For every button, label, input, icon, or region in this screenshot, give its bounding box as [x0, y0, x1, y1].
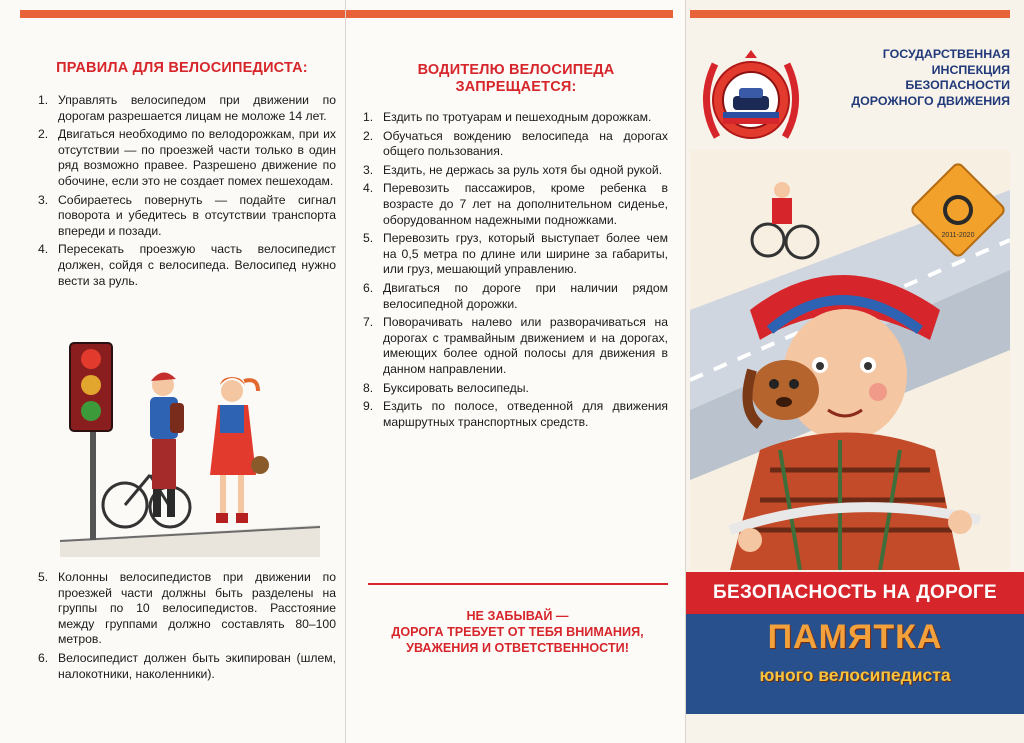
list-item: 3. Ездить, не держась за руль хотя бы одной рукой.	[363, 162, 663, 177]
decade-of-action-badge-icon	[910, 162, 1006, 258]
list-item: 2. Обучаться вождению велосипеда на дорогах общего пользования.	[363, 128, 668, 159]
list-item: 1. Ездить по тротуарам и пешеходным дорожкам.	[363, 110, 652, 124]
top-stripe	[346, 10, 673, 18]
prohibited-title: ВОДИТЕЛЮ ВЕЛОСИПЕДА ЗАПРЕЩАЕТСЯ:	[417, 62, 615, 95]
top-stripe	[690, 10, 1010, 18]
cyclist-rules-title: ПРАВИЛА ДЛЯ ВЕЛОСИПЕДИСТА:	[56, 60, 308, 76]
list-item: 6. Двигаться по дороге при наличии рядом велосипедной дорожки.	[363, 280, 668, 311]
red-divider	[368, 583, 668, 585]
list-item: 5. Перевозить груз, который выступает более чем на 0,5 метра по длине или ширине за габариты, или груз, мешающий управлению.	[363, 231, 668, 277]
road-safety-banner: БЕЗОПАСНОСТЬ НА ДОРОГЕ	[686, 572, 1024, 614]
memo-subtitle: юного велосипедиста	[759, 665, 951, 685]
list-item: 1. Управлять велосипедом при движении по дорогам разрешается лицам не моложе 14 лет.	[38, 93, 336, 123]
memo-title: ПАМЯТКА	[767, 618, 943, 656]
list-item: 4. Перевозить пассажиров, кроме ребенка в возрасте до 7 лет на дополнительном сиденье, оборудованном надежными подножками.	[363, 181, 668, 227]
cyclist-rules-list-continued	[38, 570, 336, 685]
top-stripe	[20, 10, 345, 18]
list-item: 6. Велосипедист должен быть экипирован (шлем, налокотники, наколенники).	[38, 650, 336, 681]
reminder-text: НЕ ЗАБЫВАЙ — ДОРОГА ТРЕБУЕТ ОТ ТЕБЯ ВНИМАНИЯ, УВАЖЕНИЯ И ОТВЕТСТВЕННОСТИ!	[391, 609, 644, 655]
list-item: 7. Поворачивать налево или разворачиваться на дорогах с трамвайным движением и на дорогах, имеющих более одной полосы для движения в данном направлении.	[363, 315, 668, 376]
svg-text:2011-2020: 2011-2020	[941, 232, 975, 239]
traffic-light-children-illustration	[60, 335, 320, 557]
prohibited-list	[363, 110, 668, 433]
agency-name: ГОСУДАРСТВЕННАЯ ИНСПЕКЦИЯ БЕЗОПАСНОСТИ ДОРОЖНОГО ДВИЖЕНИЯ	[851, 47, 1010, 108]
traffic-police-emblem-icon	[697, 42, 805, 152]
list-item: 5. Колонны велосипедистов при движении по проезжей части должны быть разделены на группы по 10 велосипедистов. Расстояние между группами должно составлять 80–100 метров.	[38, 570, 336, 647]
list-item: 8. Буксировать велосипеды.	[363, 380, 529, 395]
list-item: 3. Собираетесь повернуть — подайте сигнал поворота и убедитесь в отсутствии транспорта впереди и позади.	[38, 192, 336, 238]
cyclist-rules-list	[38, 93, 336, 292]
list-item: 9. Ездить по полосе, отведенной для движения маршрутных транспортных средств.	[363, 399, 668, 429]
list-item: 4. Пересекать проезжую часть велосипедист должен, сойдя с велосипеда. Велосипед нужно вести за руль.	[38, 242, 336, 288]
list-item: 2. Двигаться необходимо по велодорожкам, при их отсутствии — по проезжей части только в один ряд возможно правее. Разрешено движение по обочине, если это не создает помех пешеходам.	[38, 127, 336, 188]
